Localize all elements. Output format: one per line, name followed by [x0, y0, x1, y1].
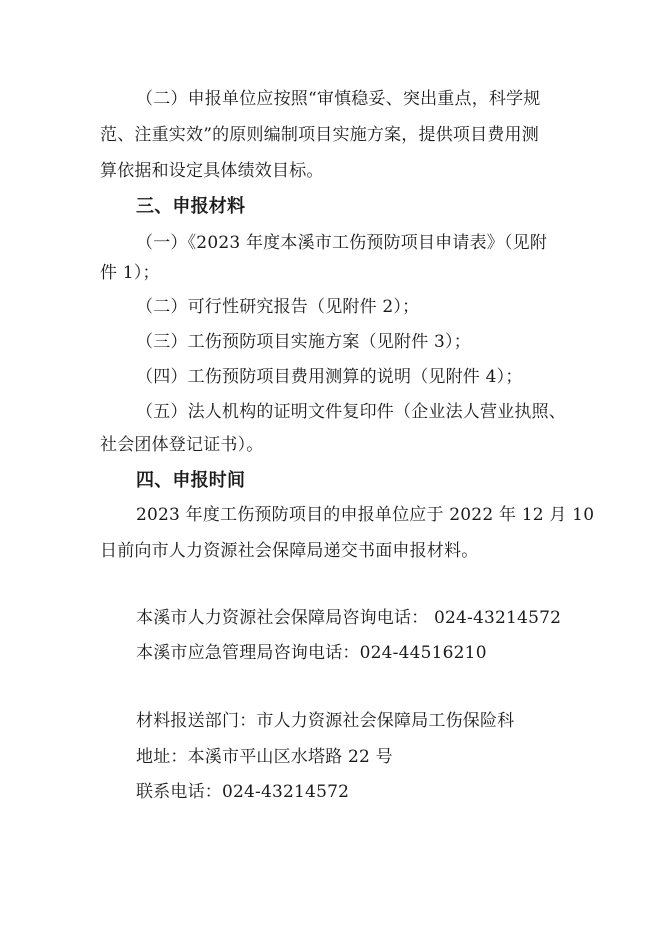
section-4-line-1: 2023 年度工伤预防项目的申报单位应于 2022 年 12 月 10 [136, 505, 595, 525]
para-2-2-line-2: 范、注重实效”的原则编制项目实施方案，提供项目费用测 [100, 125, 539, 145]
section-4-line-2: 日前向市人力资源社会保障局递交书面申报材料。 [100, 541, 479, 561]
section-3-item-5-line-1: （五）法人机构的证明文件复印件（企业法人营业执照、 [136, 402, 566, 422]
section-3-item-4: （四）工伤预防项目费用测算的说明（见附件 4）； [136, 367, 523, 387]
section-3-item-1-line-1: （一）《2023 年度本溪市工伤预防项目申请表》（见附 [136, 233, 548, 253]
submission-phone: 联系电话：024-43214572 [136, 782, 350, 802]
section-3-item-2: （二）可行性研究报告（见附件 2）； [136, 297, 420, 317]
para-2-2-line-3: 算依据和设定具体绩效目标。 [100, 161, 324, 181]
para-2-2-line-1: （二）申报单位应按照“审慎稳妥、突出重点，科学规 [136, 89, 541, 109]
submission-department: 材料报送部门：市人力资源社会保障局工伤保险科 [136, 711, 515, 731]
submission-address: 地址：本溪市平山区水塔路 22 号 [136, 747, 393, 767]
section-3-item-5-line-2: 社会团体登记证书）。 [100, 435, 264, 455]
section-3-item-3: （三）工伤预防项目实施方案（见附件 3）； [136, 332, 471, 352]
hr-consult-phone: 本溪市人力资源社会保障局咨询电话： 024-43214572 [136, 608, 562, 628]
emergency-consult-phone: 本溪市应急管理局咨询电话：024-44516210 [136, 643, 487, 663]
section-3-heading: 三、申报材料 [136, 196, 246, 217]
section-3-item-1-line-2: 件 1）； [100, 263, 160, 283]
section-4-heading: 四、申报时间 [136, 470, 246, 491]
